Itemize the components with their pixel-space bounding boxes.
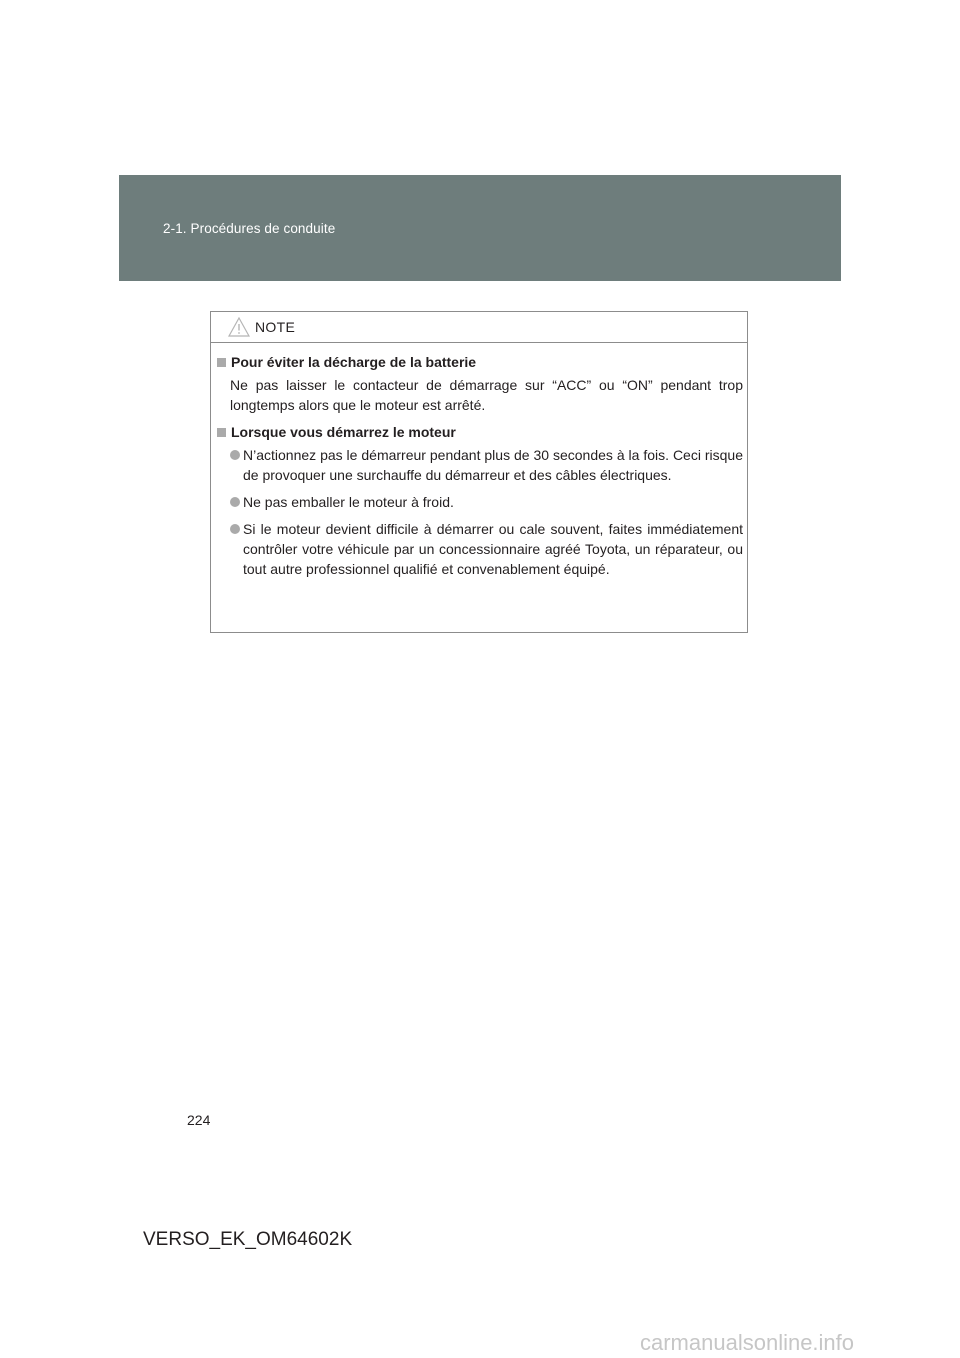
list-item-text: Ne pas emballer le moteur à froid.	[243, 494, 454, 510]
round-bullet-icon	[230, 497, 240, 507]
header-band	[119, 175, 841, 281]
note-title: NOTE	[255, 319, 296, 335]
list-item-text: N’actionnez pas le démarreur pendant plus de 30 secondes à la fois. Ceci risque de provoquer une surchauffe du démarreur et des câbles électriques.	[243, 447, 743, 483]
section-heading-text: Lorsque vous démarrez le moteur	[231, 424, 456, 440]
note-section-battery	[217, 352, 743, 415]
section-heading	[217, 422, 743, 442]
note-box	[210, 311, 748, 633]
list-item-text: Si le moteur devient difficile à démarrer ou cale souvent, faites immédiatement contrôler votre véhicule par un concessionnaire agréé Toyota, un réparateur, ou tout autre professionnel qualifié et convenablement équipé.	[243, 521, 743, 577]
note-header	[211, 312, 747, 343]
round-bullet-icon	[230, 450, 240, 460]
section-title: 2-1. Procédures de conduite	[163, 221, 336, 236]
note-body	[217, 352, 743, 586]
document-code: VERSO_EK_OM64602K	[143, 1229, 353, 1250]
list-item	[217, 445, 743, 485]
note-section-starting	[217, 422, 743, 579]
round-bullet-icon	[230, 524, 240, 534]
list-item	[217, 492, 743, 512]
list-item	[217, 519, 743, 579]
page-number: 224	[187, 1112, 211, 1128]
watermark: carmanualsonline.info	[640, 1330, 855, 1355]
section-heading	[217, 352, 743, 372]
square-bullet-icon	[217, 358, 226, 367]
section-paragraph: Ne pas laisser le contacteur de démarrage sur “ACC” ou “ON” pendant trop longtemps alors que le moteur est arrêté.	[230, 377, 743, 413]
square-bullet-icon	[217, 428, 226, 437]
warning-triangle-icon	[228, 317, 250, 337]
section-heading-text: Pour éviter la décharge de la batterie	[231, 354, 477, 370]
